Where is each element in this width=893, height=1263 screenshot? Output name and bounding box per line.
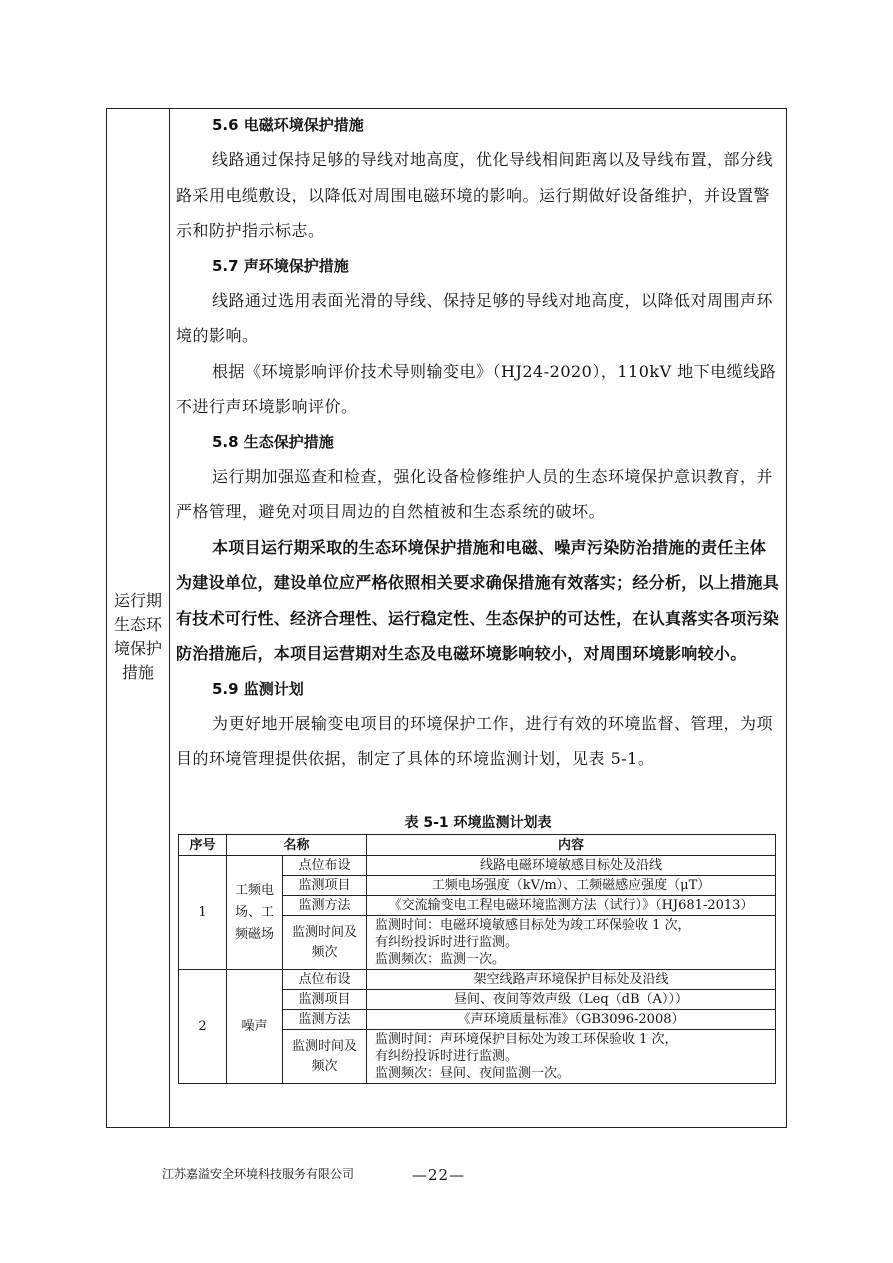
- heading-5-8: 5.8 生态保护措施: [212, 432, 334, 451]
- row-content: [367, 916, 776, 970]
- side-label: 运行期生态环境保护措施: [113, 591, 162, 682]
- row-item: 监测时间及频次: [283, 1030, 367, 1084]
- row-item: 点位布设: [283, 970, 367, 990]
- header-content: 内容: [367, 835, 776, 856]
- paragraph: 线路通过保持足够的导线对地高度，优化导线相间距离以及导线布置，部分线路采用电缆敷设，以降低对周围电磁环境的影响。运行期做好设备维护，并设置警示和防护指示标志。: [176, 150, 774, 240]
- heading-5-7: 5.7 声环境保护措施: [212, 256, 349, 275]
- row-item: 点位布设: [283, 856, 367, 876]
- row-content: 架空线路声环境保护目标处及沿线: [367, 970, 776, 990]
- row-item: 监测方法: [283, 1010, 367, 1030]
- paragraph: 运行期加强巡查和检查，强化设备检修维护人员的生态环境保护意识教育，并严格管理，避免对项目周边的自然植被和生态系统的破坏。: [176, 466, 774, 521]
- monitoring-table: [178, 834, 776, 1084]
- row-name: 工频电场、工频磁场: [227, 856, 283, 970]
- bold-paragraph: 本项目运行期采取的生态环境保护措施和电磁、噪声污染防治措施的责任主体为建设单位，建设单位应严格依照相关要求确保措施有效落实；经分析，以上措施具有技术可行性、经济合理性、运行稳定性、生态保护的可达性，在认真落实各项污染防治措施后，本项目运营期对生态及电磁环境影响较小，对周围环境影响较小。: [176, 537, 780, 663]
- row-item: 监测项目: [283, 876, 367, 896]
- row-content: 《交流输变电工程电磁环境监测方法（试行）》（HJ681-2013）: [367, 896, 776, 916]
- page-number: —22—: [412, 1166, 466, 1184]
- heading-5-6: 5.6 电磁环境保护措施: [212, 116, 364, 134]
- row-no: 2: [179, 970, 227, 1084]
- content-line: 监测时间：声环境保护目标处为竣工环保验收 1 次，: [375, 1032, 678, 1047]
- row-name: 噪声: [227, 970, 283, 1084]
- table-caption: 表 5-1 环境监测计划表: [404, 815, 552, 831]
- content-line: 有纠纷投诉时进行监测。: [375, 1049, 519, 1064]
- paragraph: 线路通过选用表面光滑的导线、保持足够的导线对地高度，以降低对周围声环境的影响。: [176, 290, 774, 345]
- content-line: 有纠纷投诉时进行监测。: [375, 935, 519, 950]
- row-item: 监测时间及频次: [283, 916, 367, 970]
- header-name: 名称: [227, 835, 367, 856]
- row-item: 监测方法: [283, 896, 367, 916]
- row-content: [367, 1030, 776, 1084]
- row-content: 工频电场强度（kV/m）、工频磁感应强度（μT）: [367, 876, 776, 896]
- table-row: [179, 970, 776, 990]
- content-line: 监测时间：电磁环境敏感目标处为竣工环保验收 1 次，: [375, 918, 691, 933]
- content-column: [176, 108, 780, 777]
- row-content: 线路电磁环境敏感目标处及沿线: [367, 856, 776, 876]
- row-content: 《声环境质量标准》（GB3096-2008）: [367, 1010, 776, 1030]
- table-header-row: [179, 835, 776, 856]
- row-item: 监测项目: [283, 990, 367, 1010]
- heading-5-9: 5.9 监测计划: [212, 679, 304, 698]
- content-line: 监测频次：监测一次。: [375, 952, 506, 967]
- footer-company: 江苏嘉溢安全环境科技服务有限公司: [162, 1167, 355, 1181]
- header-no: 序号: [179, 835, 227, 856]
- row-content: 昼间、夜间等效声级（Leq（dB（A）））: [367, 990, 776, 1010]
- paragraph: 为更好地开展输变电项目的环境保护工作，进行有效的环境监督、管理，为项目的环境管理提供依据，制定了具体的环境监测计划，见表 5-1。: [176, 713, 774, 768]
- row-no: 1: [179, 856, 227, 970]
- content-line: 监测频次：昼间、夜间监测一次。: [375, 1066, 571, 1081]
- frame-divider: [169, 109, 170, 1127]
- paragraph: 根据《环境影响评价技术导则输变电》（HJ24-2020），110kV 地下电缆线路不进行声环境影响评价。: [176, 361, 777, 416]
- table-row: [179, 856, 776, 876]
